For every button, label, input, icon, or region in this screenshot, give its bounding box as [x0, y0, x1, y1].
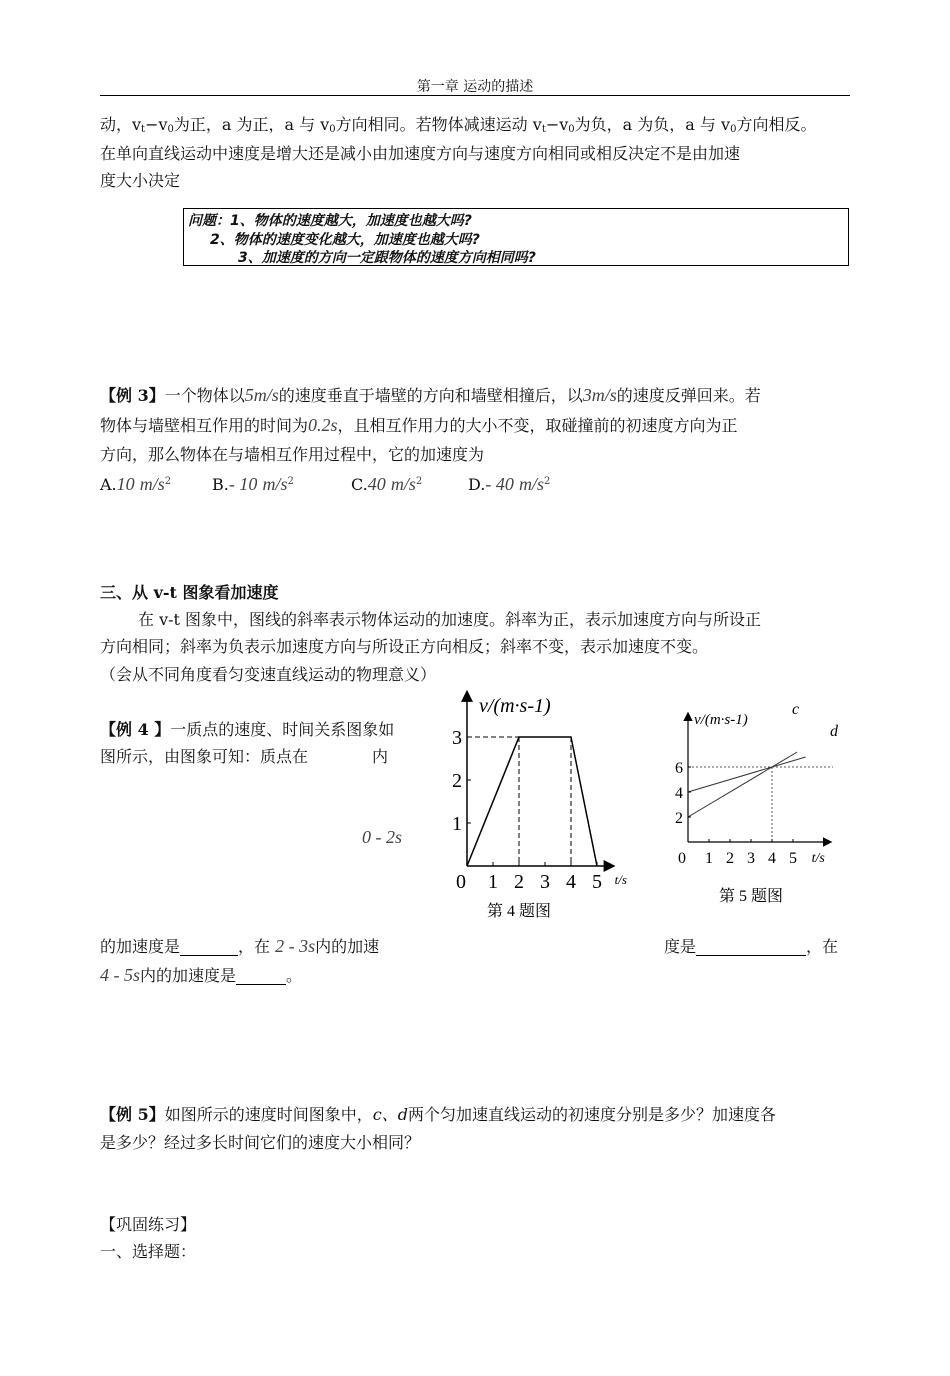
example5-line-1: 【例 5】如图所示的速度时间图象中，c、d两个匀加速直线运动的初速度分别是多少？加速度各: [100, 1105, 776, 1124]
series-label-c: c: [792, 701, 800, 718]
series-line-fig4: [467, 737, 597, 866]
header-rule: [100, 95, 850, 96]
example3-line-2: 物体与墙壁相互作用的时间为0.2s，且相互作用力的大小不变，取碰撞前的初速度方向为正: [100, 415, 738, 435]
series-line-c: [688, 752, 797, 817]
y-tick-label: 4: [675, 785, 683, 802]
section3-p3: （会从不同角度看匀变速直线运动的物理意义）: [100, 665, 437, 684]
y-tick-label: 2: [452, 770, 462, 792]
x-tick-label: 1: [705, 850, 713, 867]
section3-p1: 在 v-t 图象中，图线的斜率表示物体运动的加速度。斜率为正，表示加速度方向与所设正: [138, 610, 762, 629]
section3-title: 三、从 v-t 图象看加速度: [100, 583, 279, 602]
x-tick-label: 2: [514, 871, 524, 893]
option-b: B.- 10 $m/s^2$: [212, 474, 294, 494]
chart-title: 第 5 题图: [718, 888, 784, 905]
section3-p2: 方向相同；斜率为负表示加速度方向与所设正方向相反；斜率不变，表示加速度不变。: [100, 637, 709, 656]
y-tick-label: 6: [675, 760, 683, 777]
y-axis-label: v/(m·s-1): [479, 695, 551, 717]
question-3: 3、加速度的方向一定跟物体的速度方向相同吗?: [238, 250, 536, 266]
x-tick-label: 4: [768, 850, 776, 867]
y-tick-label: 1: [452, 813, 462, 835]
x-axis-label: t/s: [614, 872, 627, 887]
example4-line-3-right: 度是 ，在: [664, 937, 839, 956]
origin-label: 0: [678, 850, 686, 867]
example4-line-1: 【例 4 】一质点的速度、时间关系图象如: [100, 720, 395, 739]
y-tick-label: 3: [452, 727, 462, 749]
x-tick-label: 4: [566, 871, 576, 893]
series-line-d: [688, 757, 806, 792]
example4-line-3: 的加速度是 ，在 2 - 3s内的加速: [100, 936, 380, 956]
example4-line-2: 图所示，由图象可知：质点在 内: [100, 747, 389, 766]
intro-line-1: 动，$v_t-v_0$为正，a 为正，a 与 $v_0$方向相同。若物体减速运动 $v_t-v_0$为负，a 为负，a 与 $v_0$方向相反。: [100, 115, 817, 135]
intro-line-2: 在单向直线运动中速度是增大还是减小由加速度方向与速度方向相同或相反决定不是由加速: [100, 144, 741, 163]
y-tick-label: 2: [675, 810, 683, 827]
question-box: [183, 208, 849, 266]
x-tick-label: 3: [747, 850, 755, 867]
question-1: 问题：1、物体的速度越大，加速度也越大吗?: [188, 213, 472, 229]
page-header: 第一章 运动的描述: [416, 79, 534, 95]
chart-fig4: [440, 688, 660, 928]
example4-interval-1: 0 - 2s: [362, 827, 402, 847]
example5-line-2: 是多少？经过多长时间它们的速度大小相同？: [100, 1133, 421, 1152]
chart-fig5: [668, 696, 853, 916]
example4-line-4: 4 - 5s内的加速度是 。: [100, 965, 303, 985]
example3-line-1: 【例 3】一个物体以5m/s的速度垂直于墙壁的方向和墙壁相撞后，以3m/s的速度反弹回来。若: [100, 385, 761, 405]
y-axis-label: v/(m·s-1): [694, 712, 748, 728]
example3-line-3: 方向，那么物体在与墙相互作用过程中，它的加速度为: [100, 445, 485, 464]
x-tick-label: 1: [488, 871, 498, 893]
option-c: C.40 $m/s^2$: [351, 474, 423, 494]
chart-title: 第 4 题图: [486, 903, 552, 920]
series-label-d: d: [830, 723, 838, 740]
question-2: 2、物体的速度变化越大，加速度也越大吗?: [210, 232, 480, 248]
practice-title: 【巩固练习】: [100, 1215, 197, 1234]
intro-line-3: 度大小决定: [100, 171, 181, 190]
x-tick-label: 3: [540, 871, 550, 893]
x-tick-label: 5: [789, 850, 797, 867]
option-d: D.- 40 $m/s^2$: [468, 474, 551, 494]
x-tick-label: 2: [726, 850, 734, 867]
x-axis-label: t/s: [811, 851, 825, 866]
practice-subtitle: 一、选择题：: [100, 1242, 197, 1261]
option-a: A.10 $m/s^2$: [100, 474, 172, 494]
x-tick-label: 5: [592, 871, 602, 893]
origin-label: 0: [456, 871, 466, 893]
